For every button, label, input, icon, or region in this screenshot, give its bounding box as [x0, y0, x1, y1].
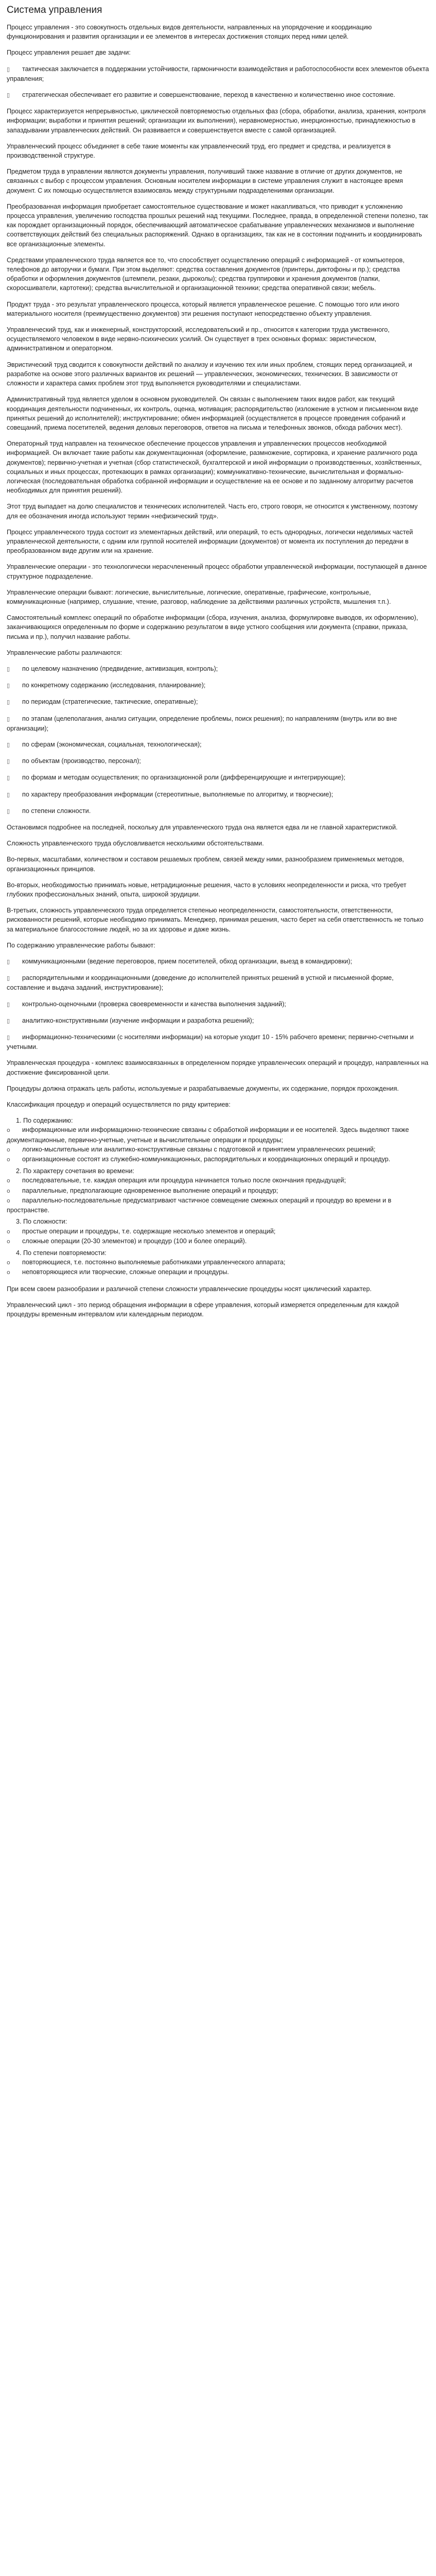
paragraph: Эвристический труд сводится к совокупности действий по анализу и изучению тех или иных проблем, стоящих перед организацией, и разработке на основе этого различных вариантов их решений — управленческих, экономических, технических. В зависимости от сложности и характера самих проблем этот труд выполняется руководителями и специалистами. [7, 361, 412, 387]
bullet-marker: ▯ [7, 958, 10, 965]
bullet-marker: ▯ [7, 715, 10, 722]
list-item-text: по формам и методам осуществления; по организационной роли (дифференцирующие и интегрирующие); [22, 774, 345, 782]
bullet-marker: ▯ [7, 1017, 10, 1024]
list-item [7, 681, 429, 690]
list-item [7, 90, 429, 100]
list-item-text: контрольно-оценочными (проверка своевременности и качества выполнения заданий); [22, 1000, 286, 1008]
paragraph: Административный труд является уделом в основном руководителей. Он связан с выполнением таких видов работ, как текущий координация деятельности подчиненных, их контроль, оценка, мотивация; распорядительство (изложение в устном и письменном виде принятых решений до исполнителей); инструктирование; обмен информацией (осуществляется в процессе проведения собраний и совещаний, приема посетителей, ведения деловых переговоров, ответов на письма и телефонных звонков, обхода рабочих мест). [7, 396, 418, 431]
paragraph: Классификация процедур и операций осуществляется по ряду критериев: [7, 1101, 231, 1109]
bullet-marker: ▯ [7, 807, 10, 815]
list-item-text: простые операции и процедуры, т.е. содержащие несколько элементов и операций; [22, 1227, 276, 1235]
list-item-text: по характеру преобразования информации (стереотипные, выполняемые по алгоритму, и творческие); [22, 790, 334, 798]
numbered-heading: 3. По сложности: [16, 1218, 67, 1226]
bullet-marker: o [7, 1156, 10, 1163]
bullet-marker: o [7, 1197, 10, 1204]
list-item [7, 1032, 429, 1052]
list-item-text: логико-мыслительные или аналитико-конструктивные связаны с подготовкой и принятием управленческих решений; [22, 1145, 376, 1153]
list-item [7, 790, 429, 800]
list-item [7, 1125, 429, 1144]
paragraph: Процедуры должна отражать цель работы, используемые и разрабатываемые документы, их содержание, порядок прохождения. [7, 1084, 399, 1092]
paragraph: Процесс характеризуется непрерывностью, циклической повторяемостью отдельных фаз (сбора, обработки, анализа, хранения, контроля информации; выработки и принятия решений; организации их выполнения), неравномерностью, инерционностью, принадлежностью в запаздывании управленческих действий. Он развивается и совершенствуется вместе с самой организацией. [7, 108, 426, 134]
list-item [7, 1016, 429, 1026]
list-item [7, 740, 429, 750]
paragraph: Во-вторых, необходимостью принимать новые, нетрадиционные решения, часто в условиях неопределенности и риска, что требует глубоких профессиональных знаний, опыта, широкой эрудиции. [7, 881, 407, 899]
list-item [7, 1267, 429, 1277]
list-item [7, 664, 429, 674]
list-item-text: по периодам (стратегические, тактические, оперативные); [22, 698, 198, 706]
paragraph: Процесс управления - это совокупность отдельных видов деятельности, направленных на упорядочение и координацию функционирования и развития организации и ее элементов в интересах достижения стоящих перед ними целей. [7, 24, 372, 41]
list-item [7, 973, 429, 992]
paragraph: Управленческая процедура - комплекс взаимосвязанных в определенном порядке управленческих операций и процедур, направленных на достижение фиксированной цели. [7, 1059, 429, 1076]
paragraph: Предметом труда в управлении являются документы управления, получивший также название в отличие от других документов, не связанных с выбор с процессом управления. Основным носителем информации в системе управления служит в настоящее время документ. С их помощью осуществляется взаимосвязь между структурными подразделениями организации. [7, 168, 403, 194]
list-item-text: информационные или информационно-технические связаны с обработкой информации и ее носителей. Здесь выделяют также документационные, первично-учетные, учетные и вычислительные операции и процедуры; [7, 1126, 409, 1144]
list-item [7, 1155, 429, 1164]
bullet-marker: o [7, 1177, 10, 1184]
bullet-marker: o [7, 1259, 10, 1266]
bullet-marker: ▯ [7, 741, 10, 748]
list-item [7, 697, 429, 707]
paragraph: Управленческие операции бывают: логические, вычислительные, логические, оперативные, графические, контрольные, коммуникационные (например, слушание, чтение, разговор, наблюдение за действиями различных устройств, мышления т.п.). [7, 588, 391, 605]
bullet-marker: o [7, 1127, 10, 1134]
paragraph: Управленческий цикл - это период обращения информации в сфере управления, который измеряется определенным для каждой процедуры временным интервалом или календарным периодом. [7, 1301, 399, 1318]
list-item [7, 1145, 429, 1155]
list-item-text: аналитико-конструктивными (изучение информации и разработка решений); [22, 1016, 254, 1024]
list-item [7, 64, 429, 83]
list-item-text: параллельно-последовательные предусматривают частичное совмещение смежных операций и процедур во времени и в пространстве. [7, 1196, 392, 1214]
list-item-text: по этапам (целеполагания, анализ ситуации, определение проблемы, поиск решения); по направлениям (внутрь или во вне организации); [7, 715, 397, 732]
list-item [7, 1176, 429, 1185]
bullet-marker: ▯ [7, 1034, 10, 1041]
list-item-text: повторяющиеся, т.е. постоянно выполняемые работниками управленческого аппарата; [22, 1259, 286, 1266]
paragraph: По содержанию управленческие работы бывают: [7, 941, 155, 949]
bullet-marker: o [7, 1146, 10, 1153]
bullet-marker: o [7, 1269, 10, 1276]
paragraph: Процесс управления решает две задачи: [7, 49, 131, 57]
list-item [7, 773, 429, 783]
list-item-text: стратегическая обеспечивает его развитие и совершенствование, переход в качественно и количественно иное состояние. [22, 91, 395, 99]
bullet-marker: ▯ [7, 791, 10, 798]
list-item-text: по объектам (производство, персонал); [22, 757, 141, 765]
paragraph: Самостоятельный комплекс операций по обработке информации (сбора, изучения, анализа, формулировке выводов, их оформлению), заканчивающихся определенным по форме и содержанию результатом в виде устного сообщения или документа (справки, приказа, письма и пр.), получил название работы. [7, 614, 418, 640]
list-item [7, 957, 429, 967]
paragraph: Операторный труд направлен на техническое обеспечение процессов управления и управленческих процессов необходимой информацией. Он включает такие работы как документационная (оформление, размножение, сортировка, и хранение различного рода документов); первично-учетная и учетная (сбор статистической, бухгалтерской и иной информации о производственных, хозяйственных, социальных и иных процессах, протекающих в рамках организации); коммуникативно-технические, вычислительная и формально-логическая (последовательная обработка собранной информации и осуществление на ее основе и по заданному алгоритму расчетов необходимых для принятия решений). [7, 440, 422, 495]
list-item [7, 999, 429, 1009]
bullet-marker: o [7, 1228, 10, 1235]
list-item [7, 1196, 429, 1215]
list-item [7, 756, 429, 766]
paragraph: Управленческие операции - это технологически нерасчлененный процесс обработки управленческой информации, поступающей в данное структурное подразделение. [7, 563, 427, 580]
list-item [7, 806, 429, 816]
paragraph: При всем своем разнообразии и различной степени сложности управленческие процедуры носят циклический характер. [7, 1285, 372, 1293]
list-item-text: неповторяющиеся или творческие, сложные операции и процедуры. [22, 1268, 229, 1276]
list-item [7, 1186, 429, 1196]
bullet-marker: o [7, 1187, 10, 1194]
list-item-text: по степени сложности. [22, 807, 91, 815]
bullet-marker: ▯ [7, 665, 10, 672]
paragraph: В-третьих, сложность управленческого труда определяется степенью неопределенности, самостоятельности, ответственности, рискованности решений, которые необходимо принимать. Менеджер, принимая решения, часто берет на себя ответственность не только за материальное благосостояние людей, но за их здоровье и даже жизнь. [7, 907, 424, 933]
paragraph: Остановимся подробнее на последней, поскольку для управленческого труда она является едва ли не главной характеристикой. [7, 824, 398, 831]
bullet-marker: ▯ [7, 975, 10, 982]
list-item-text: параллельные, предполагающие одновременное выполнение операций и процедур; [22, 1187, 278, 1194]
paragraph: Сложность управленческого труда обусловливается несколькими обстоятельствами. [7, 840, 264, 848]
list-item [7, 1258, 429, 1267]
list-item [7, 1236, 429, 1246]
list-item-text: информационно-техническими (с носителями информации) на которые уходит 10 - 15% рабочего времени; первично-счетными и учетными. [7, 1033, 414, 1051]
list-item-text: тактическая заключается в поддержании устойчивости, гармоничности взаимодействия и работоспособности всех элементов объекта управления; [7, 65, 429, 82]
bullet-marker: ▯ [7, 65, 10, 73]
bullet-marker: ▯ [7, 92, 10, 99]
paragraph: Этот труд выпадает на долю специалистов и технических исполнителей. Часть его, строго говоря, не относится к умственному, поэтому для ее обозначения иногда используют термин «нефизический труд». [7, 503, 418, 520]
paragraph: Управленческий процесс объединяет в себе такие моменты как управленческий труд, его предмет и средства, и реализуется в производственной структуре. [7, 142, 391, 160]
numbered-heading: 1. По содержанию: [16, 1117, 73, 1125]
list-item-text: сложные операции (20-30 элементов) и процедур (100 и более операций). [22, 1237, 247, 1245]
paragraph: Управленческий труд, как и инженерный, конструкторский, исследовательский и пр., относится к категории труда умственного, осуществляемого человеком в виде нервно-психических усилий. Он существует в трех основных формах: эвристическом, административном и операторном. [7, 326, 390, 352]
list-item-text: последовательные, т.е. каждая операция или процедура начинается только после окончания предыдущей; [22, 1177, 346, 1184]
list-item-text: организационные состоят из служебно-коммуникационных, распорядительных и координационных операций и процедур. [22, 1156, 391, 1163]
paragraph: Преобразованная информация приобретает самостоятельное существование и может накапливаться, что приводит к усложнению процесса управления, увеличению господства прошлых решений над текущими. Последнее, правда, в определенной степени полезно, так как порождает организационный порядок, обеспечивающий автоматическое срабатывание управленческих механизмов и выполнение соответствующих действий без специальных распоряжений. Однако в организациях, так как не в состоянии подчинить и координировать все организационные элементы. [7, 202, 428, 248]
bullet-marker: o [7, 1238, 10, 1245]
list-item-text: по конкретному содержанию (исследования, планирование); [22, 682, 206, 689]
bullet-marker: ▯ [7, 774, 10, 782]
bullet-marker: ▯ [7, 699, 10, 706]
paragraph: Средствами управленческого труда является все то, что способствует осуществлению операций с информацией - от компьютеров, телефонов до авторучки и бумаги. При этом выделяют: средства составления документов (принтеры, диктофоны и пр.); средства обработки и оформления документов (штемпели, резаки, дыроколы); средства группировки и хранения документов (папки, скоросшиватели, картотеки); средства вычислительной и организационной техники; средства оперативной связи; мебель. [7, 256, 405, 292]
paragraph: Во-первых, масштабами, количеством и составом решаемых проблем, связей между ними, разнообразием применяемых методов, организационных принципов. [7, 856, 404, 873]
list-item-text: коммуникационными (ведение переговоров, прием посетителей, обход организации, выезд в командировки); [22, 958, 352, 965]
numbered-heading: 4. По степени повторяемости: [16, 1249, 107, 1257]
numbered-heading: 2. По характеру сочетания во времени: [16, 1167, 134, 1175]
list-item [7, 714, 429, 733]
list-item [7, 1227, 429, 1236]
paragraph: Процесс управленческого труда состоит из элементарных действий, или операций, то есть однородных, логически неделимых частей управленческой деятельности, с одним или группой носителей информации (документов) от момента их поступления до передачи в преобразованном виде другим или на хранение. [7, 528, 413, 555]
bullet-marker: ▯ [7, 682, 10, 689]
bullet-marker: ▯ [7, 1001, 10, 1008]
document-body [7, 23, 429, 1319]
bullet-marker: ▯ [7, 758, 10, 765]
paragraph: Продукт труда - это результат управленческого процесса, который является управленческое решение. С помощью того или иного материального носителя (преимущественно документов) эти решения поступают непосредственно объекту управления. [7, 300, 399, 317]
page-title: Система управления [7, 5, 102, 15]
list-item-text: по сферам (экономическая, социальная, технологическая); [22, 740, 202, 748]
list-item-text: по целевому назначению (предвидение, активизация, контроль); [22, 665, 218, 672]
paragraph: Управленческие работы различаются: [7, 649, 123, 656]
list-item-text: распорядительными и координационными (доведение до исполнителей принятых решений в устной и письменной форме, составление и выдача заданий, инструктирование); [7, 974, 394, 992]
